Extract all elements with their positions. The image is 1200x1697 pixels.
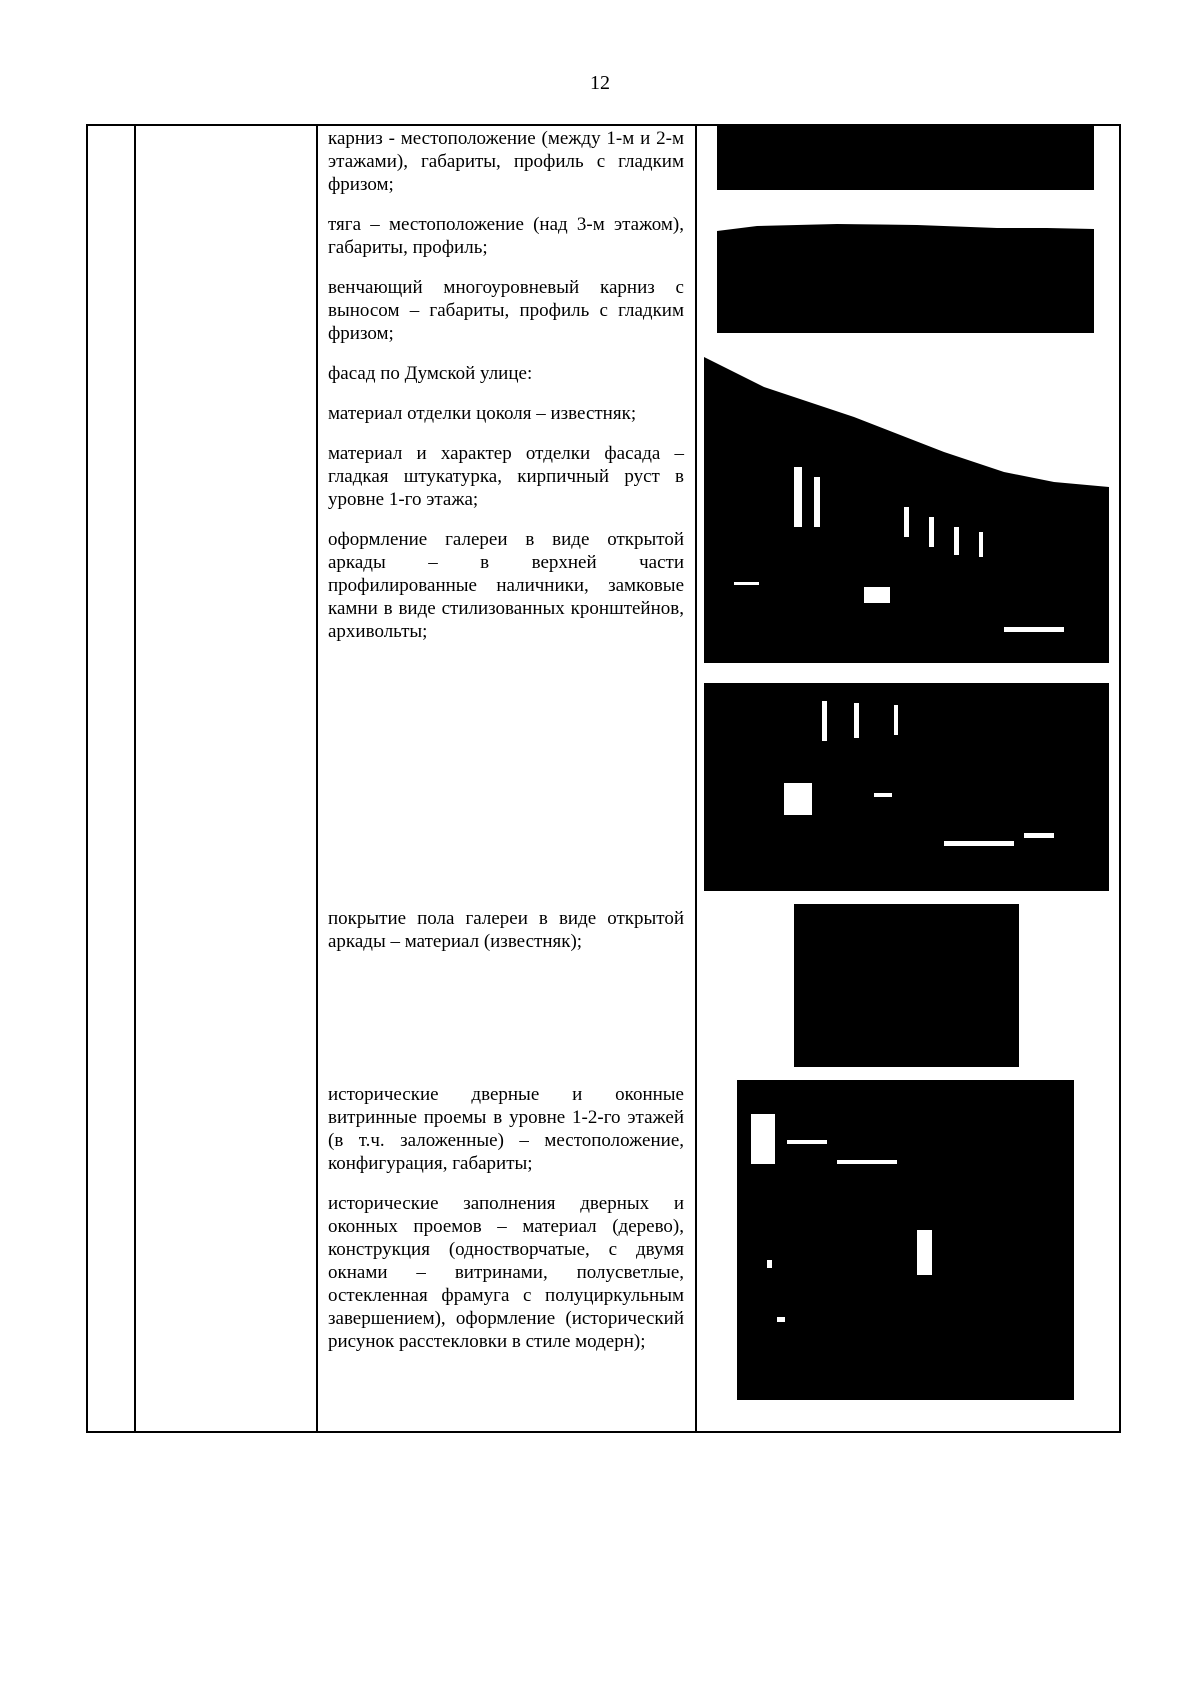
description-group-1: [328, 127, 684, 643]
item-facade-finish: материал и характер отделки фасада – гладкая штукатурка, кирпичный руст в уровне 1-го этажа;: [328, 443, 684, 510]
column-divider: [316, 126, 318, 1431]
item-gallery-design: оформление галереи в виде открытой аркады – в верхней части профилированные наличники, замковые камни в виде стилизованных кронштейнов, архивольты;: [328, 529, 684, 642]
item-openings: исторические дверные и оконные витринные проемы в уровне 1-2-го этажей (в т.ч. заложенные) – местоположение, конфигурация, габариты;: [328, 1084, 684, 1174]
page-number: 12: [590, 72, 610, 94]
item-belt-course: тяга – местоположение (над 3-м этажом), габариты, профиль;: [328, 214, 684, 258]
item-crowning-cornice: венчающий многоуровневый карниз с выносом – габариты, профиль с гладким фризом;: [328, 277, 684, 344]
item-fillings: исторические заполнения дверных и оконных проемов – материал (дерево), конструкция (одностворчатые, с двумя окнами – витринами, полусветлые, остекленная фрамуга с полуциркульным завершением), оформление (исторический рисунок расстекловки в стиле модерн);: [328, 1193, 684, 1352]
item-gallery-floor: покрытие пола галереи в виде открытой аркады – материал (известняк);: [328, 908, 684, 952]
description-group-3: [328, 1083, 684, 1353]
photo-gallery-floor: [794, 904, 1019, 1067]
photo-facade-dumskaya: [704, 357, 1109, 663]
photo-openings: [737, 1080, 1074, 1400]
description-group-2: [328, 907, 684, 953]
column-divider: [695, 126, 697, 1431]
column-divider: [134, 126, 136, 1431]
item-plinth-material: материал отделки цоколя – известняк;: [328, 403, 637, 424]
photo-belt-course: [717, 223, 1094, 333]
photo-gallery-arcade: [704, 683, 1109, 891]
item-cornice-1-2: карниз - местоположение (между 1-м и 2-м этажами), габариты, профиль с гладким фризом;: [328, 128, 684, 195]
photo-cornice: [717, 124, 1094, 190]
item-facade-heading: фасад по Думской улице:: [328, 363, 533, 384]
